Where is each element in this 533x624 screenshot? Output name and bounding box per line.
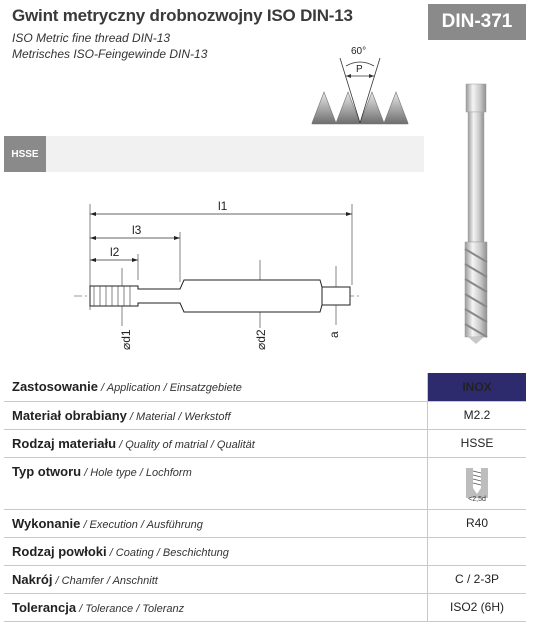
dim-l3: l3 bbox=[132, 223, 142, 237]
spec-value: R40 bbox=[428, 509, 527, 537]
spec-translation: / Application / Einsatzgebiete bbox=[97, 382, 242, 395]
spec-translation: / Coating / Beschichtung bbox=[106, 546, 229, 559]
spec-label: Rodzaj powłoki bbox=[12, 543, 107, 559]
dim-a: a bbox=[327, 331, 341, 338]
spec-row-execution bbox=[4, 509, 526, 537]
spec-value: ISO2 (6H) bbox=[428, 593, 527, 621]
spec-row-material bbox=[4, 401, 526, 429]
page-title: Gwint metryczny drobnozwojny ISO DIN-13 bbox=[12, 6, 353, 25]
spec-label: Wykonanie bbox=[12, 515, 81, 531]
spec-row-coating bbox=[4, 537, 526, 565]
subtitle-english: ISO Metric fine thread DIN-13 bbox=[12, 31, 171, 45]
spec-label: Rodzaj materiału bbox=[12, 435, 117, 451]
spec-value: HSSE bbox=[428, 429, 527, 457]
spec-label: Typ otworu bbox=[12, 463, 82, 479]
spec-translation: / Tolerance / Toleranz bbox=[76, 602, 185, 615]
spec-value-inox: INOX bbox=[428, 373, 527, 401]
material-band bbox=[4, 136, 424, 172]
tap-technical-drawing bbox=[60, 190, 370, 360]
spec-label: Nakrój bbox=[12, 571, 53, 587]
spec-translation: / Chamfer / Anschnitt bbox=[52, 574, 158, 587]
angle-label: 60° bbox=[351, 46, 367, 57]
din-code-badge: DIN-371 bbox=[428, 4, 526, 40]
pitch-label: P bbox=[356, 64, 363, 75]
dim-l2: l2 bbox=[110, 245, 120, 259]
spec-translation: / Execution / Ausführung bbox=[80, 518, 203, 531]
spec-row-quality bbox=[4, 429, 526, 457]
spec-row-hole-type bbox=[4, 457, 526, 509]
spec-value: C / 2-3P bbox=[428, 565, 527, 593]
specification-table bbox=[4, 373, 526, 622]
blind-hole-icon bbox=[466, 468, 488, 498]
subtitle-german: Metrisches ISO-Feingewinde DIN-13 bbox=[12, 47, 208, 61]
tap-tool-image bbox=[428, 44, 526, 372]
spec-label: Materiał obrabiany bbox=[12, 407, 127, 423]
spec-translation: / Material / Werkstoff bbox=[126, 410, 231, 423]
spec-row-tolerance bbox=[4, 593, 526, 621]
dim-d2: ⌀d2 bbox=[254, 329, 268, 350]
spec-label: Zastosowanie bbox=[12, 379, 98, 395]
spec-translation: / Quality of matrial / Qualität bbox=[116, 438, 255, 451]
spec-value: M2.2 bbox=[428, 401, 527, 429]
spec-value bbox=[428, 537, 527, 565]
spec-label: Tolerancja bbox=[12, 599, 77, 615]
thread-profile-diagram bbox=[310, 38, 410, 130]
spec-translation: / Hole type / Lochform bbox=[81, 466, 192, 479]
spec-row-chamfer bbox=[4, 565, 526, 593]
dim-d1: ⌀d1 bbox=[119, 329, 133, 350]
spec-row-application bbox=[4, 373, 526, 401]
hole-depth-label: <2,5d bbox=[468, 495, 486, 503]
material-tag: HSSE bbox=[4, 136, 46, 172]
dim-l1: l1 bbox=[218, 199, 228, 213]
